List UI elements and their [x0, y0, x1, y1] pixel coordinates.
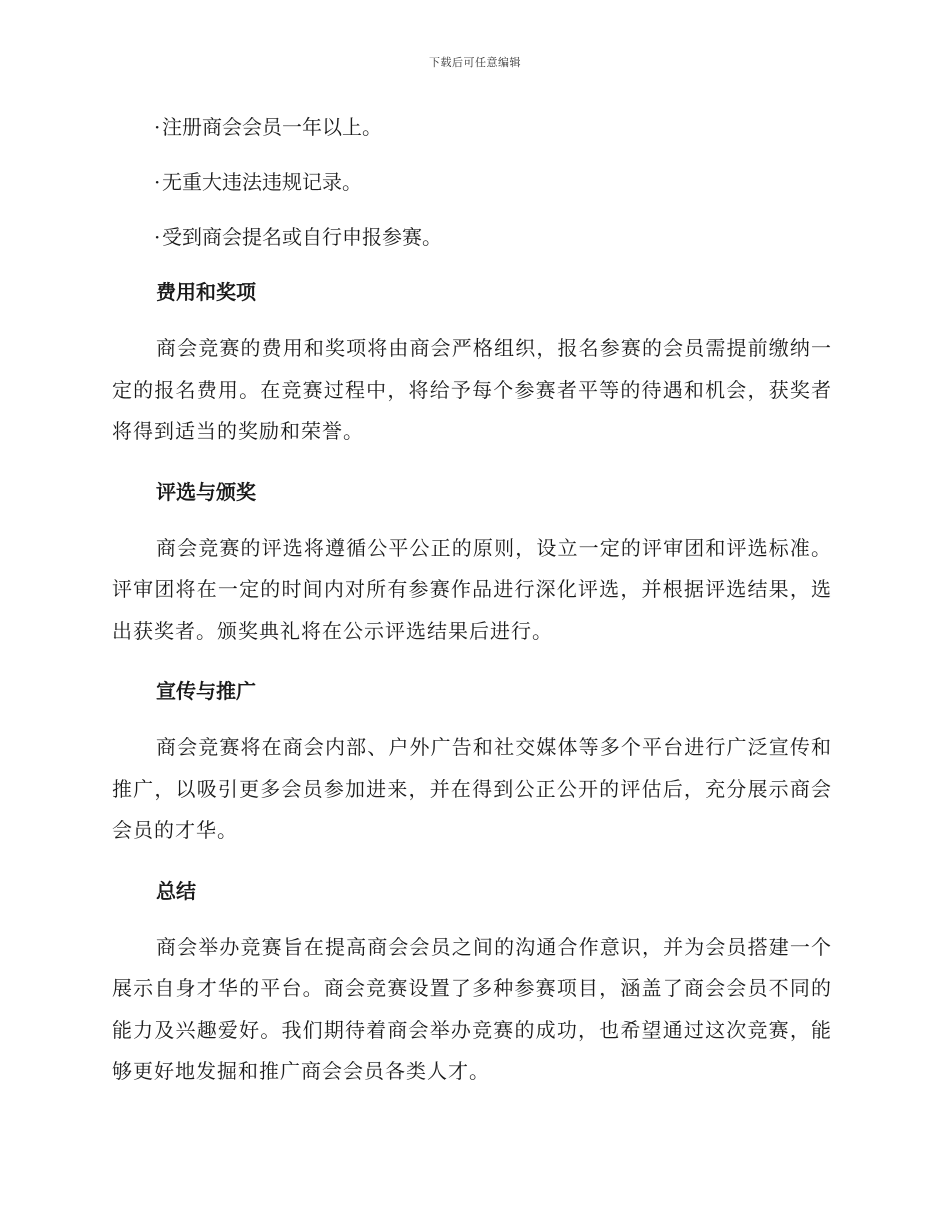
bullet-dot: · — [154, 225, 161, 249]
section-paragraph-judging: 商会竞赛的评选将遵循公平公正的原则，设立一定的评审团和评选标准。评审团将在一定的时间内对所有参赛作品进行深化评选，并根据评选结果，选出获奖者。颁奖典礼将在公示评选结果后进行。 — [112, 535, 832, 643]
bullet-text: 无重大违法违规记录。 — [162, 170, 362, 194]
section-heading-summary: 总结 — [156, 878, 196, 903]
bullet-item — [156, 165, 832, 200]
section-heading-judging: 评选与颁奖 — [156, 479, 256, 504]
bullet-item — [156, 220, 832, 255]
bullet-dot: · — [154, 115, 161, 139]
section-paragraph-fees: 商会竞赛的费用和奖项将由商会严格组织，报名参赛的会员需提前缴纳一定的报名费用。在竞赛过程中，将给予每个参赛者平等的待遇和机会，获奖者将得到适当的奖励和荣誉。 — [112, 336, 832, 443]
section-paragraph-promotion: 商会竞赛将在商会内部、户外广告和社交媒体等多个平台进行广泛宣传和推广，以吸引更多会员参加进来，并在得到公正公开的评估后，充分展示商会会员的才华。 — [112, 735, 832, 842]
section-heading-promotion: 宣传与推广 — [156, 679, 256, 703]
header-note: 下载后可任意编辑 — [429, 56, 521, 69]
section-heading-fees: 费用和奖项 — [156, 280, 256, 304]
bullet-item — [156, 110, 832, 145]
bullet-text: 注册商会会员一年以上。 — [162, 115, 382, 139]
bullet-dot: · — [154, 170, 161, 194]
document-body — [112, 110, 832, 1115]
bullet-text: 受到商会提名或自行申报参赛。 — [162, 225, 442, 249]
section-paragraph-summary: 商会举办竞赛旨在提高商会会员之间的沟通合作意识，并为会员搭建一个展示自身才华的平台。商会竞赛设置了多种参赛项目，涵盖了商会会员不同的能力及兴趣爱好。我们期待着商会举办竞赛的成功，也希望通过这次竞赛，能够更好地发掘和推广商会会员各类人才。 — [112, 934, 832, 1083]
